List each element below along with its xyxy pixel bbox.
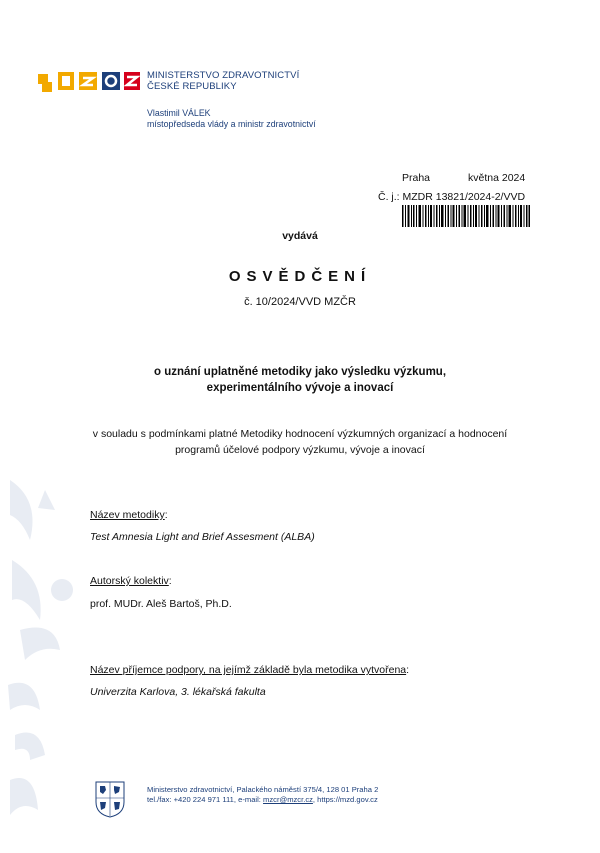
date: května 2024 xyxy=(468,172,526,184)
barcode xyxy=(402,205,530,227)
minister-name: Vlastimil VÁLEK xyxy=(147,108,211,118)
field-label-authors: Autorský kolektiv: xyxy=(90,575,172,587)
field-label-method: Název metodiky: xyxy=(90,509,168,521)
accordance-text: v souladu s podmínkami platné Metodiky hodnocení výzkumných organizací a hodnocení programů účelové podpory výzkumu, vývoje a inovací xyxy=(92,428,508,456)
place: Praha xyxy=(402,172,431,184)
reference-number: Č. j.: MZDR 13821/2024-2/VVD xyxy=(378,191,526,203)
field-value-method: Test Amnesia Light and Brief Assesment (ALBA) xyxy=(90,531,315,543)
ministry-name-line1: MINISTERSTVO ZDRAVOTNICTVÍ xyxy=(147,70,300,81)
footer-line2: tel./fax: +420 224 971 111, e-mail: mzcr@mzcr.cz, https://mzd.gov.cz xyxy=(147,795,378,804)
footer-address xyxy=(147,785,378,805)
ministry-name xyxy=(147,70,299,92)
field-value-recipient: Univerzita Karlova, 3. lékařská fakulta xyxy=(90,686,266,698)
ministry-name-line2: ČESKÉ REPUBLIKY xyxy=(147,81,237,92)
email-link[interactable]: mzcr@mzcr.cz xyxy=(263,795,313,804)
footer-line1: Ministerstvo zdravotnictví, Palackého náměstí 375/4, 128 01 Praha 2 xyxy=(147,785,379,794)
minister-block xyxy=(147,108,316,129)
mzcr-logo xyxy=(38,70,140,92)
certificate-title: OSVĚDČENÍ xyxy=(228,268,372,285)
field-value-authors: prof. MUDr. Aleš Bartoš, Ph.D. xyxy=(90,598,232,610)
decorative-figure xyxy=(0,470,80,853)
place-date xyxy=(402,172,525,184)
certificate-number: č. 10/2024/VVD MZČR xyxy=(244,296,356,308)
coat-of-arms-icon xyxy=(94,780,126,818)
issues-label: vydává xyxy=(282,230,318,242)
certificate-subject: o uznání uplatněné metodiky jako výsledku výzkumu, experimentálního vývoje a inovací xyxy=(153,366,447,394)
field-label-recipient: Název příjemce podpory, na jejímž základě byla metodika vytvořena: xyxy=(90,664,410,676)
minister-title: místopředseda vlády a ministr zdravotnictví xyxy=(147,118,316,129)
